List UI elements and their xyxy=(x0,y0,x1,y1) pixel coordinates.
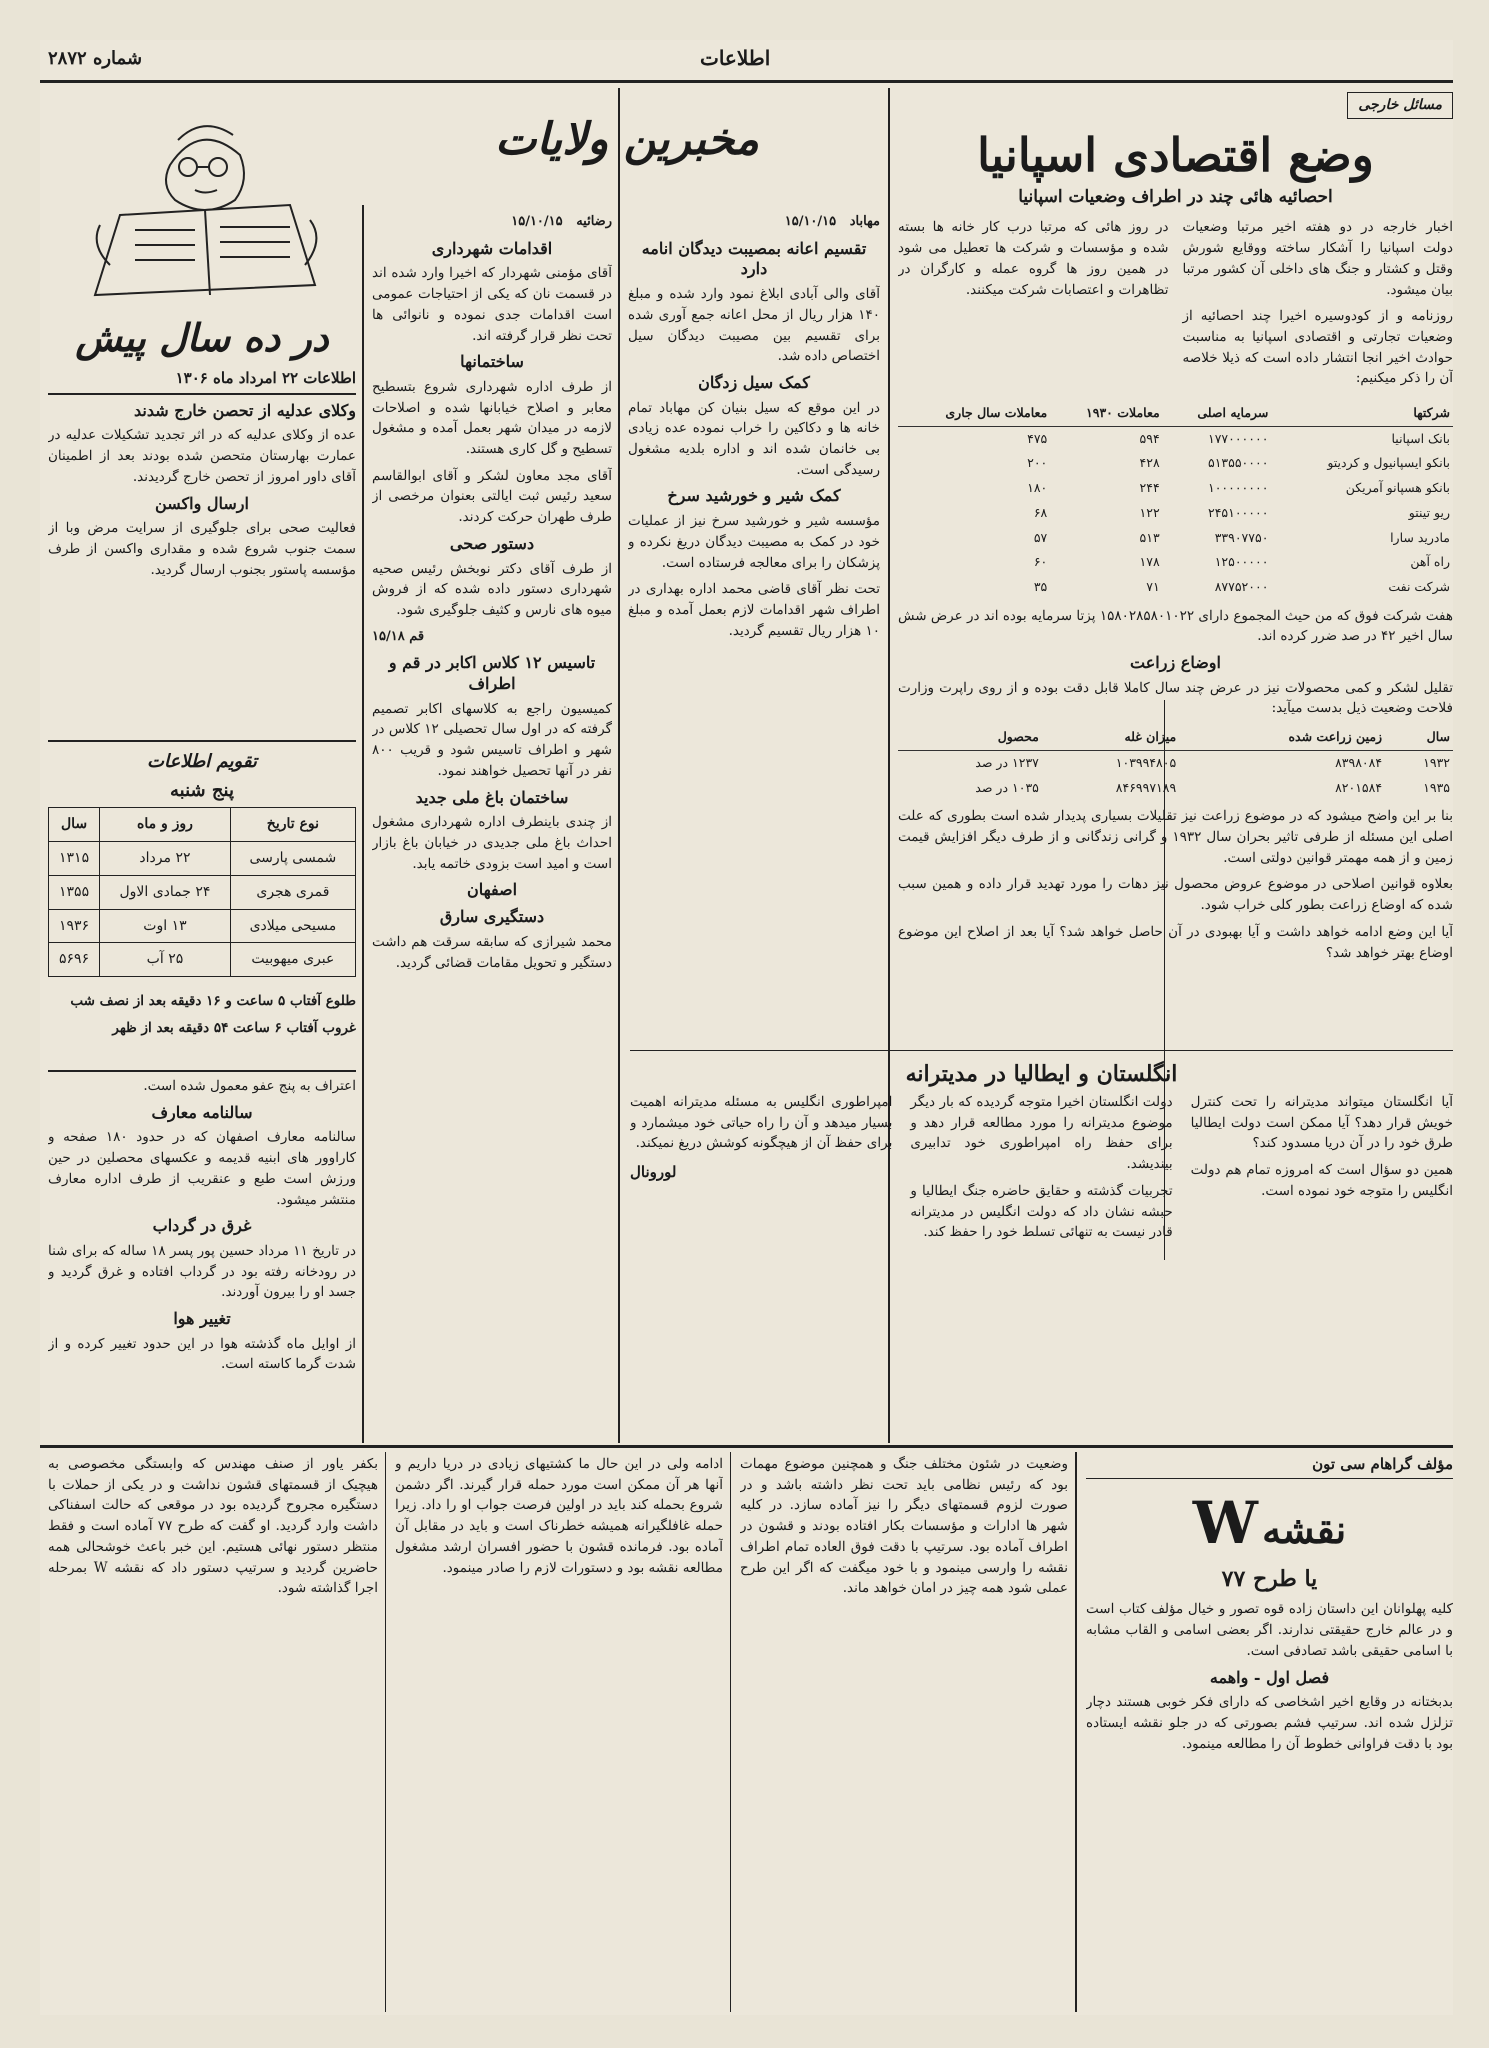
masthead-rule xyxy=(40,80,1453,83)
table-header-cell: محصول xyxy=(898,725,1042,750)
table-row xyxy=(49,842,356,876)
mahabad-date: ۱۵/۱۰/۱۵ xyxy=(784,214,837,229)
ten-years-h1: وکلای عدلیه از تحصن خارج شدند xyxy=(134,400,356,420)
serial-author: مؤلف گراهام سی تون xyxy=(1086,1454,1453,1479)
calendar-title: تقویم اطلاعات xyxy=(147,751,257,772)
table-cell: ۱۷۸ xyxy=(1139,554,1160,570)
qom-date: قم ۱۵/۱۸ xyxy=(372,628,425,644)
mahabad-column xyxy=(628,210,880,1210)
reader-illustration xyxy=(60,95,350,300)
mahabad-city: مهاباد xyxy=(849,214,880,229)
left-news-p2: در تاریخ ۱۱ مرداد حسین پور پسر ۱۸ ساله که برای شنا در رودخانه رفته بود در گرداب افتاده و غرق گردید و جسد او را بیرون آوردند. xyxy=(48,1242,356,1301)
table-row xyxy=(898,776,1453,801)
ten-years-p2: فعالیت صحی برای جلوگیری از سرایت مرض وبا از سمت جنوب شروع شده و مقداری واکسن از طرف مؤسسه پاستور بجنوب ارسال گردید. xyxy=(48,520,356,578)
table-cell: ۱۰۰۰۰۰۰۰۰ xyxy=(1207,480,1269,496)
serial-chapter: فصل اول - واهمه xyxy=(1209,1667,1330,1687)
serial-column-1 xyxy=(740,1454,1068,2012)
column-rule-2 xyxy=(618,88,620,1443)
italy-p1: آیا انگلستان میتواند مدیترانه را تحت کنترل خویش قرار دهد؟ آیا ممکن است دولت ایطالیا طرق خود را در آن دریا مسدود کند؟ xyxy=(1190,1094,1453,1152)
table-cell: بانکو هسپانو آمریکن xyxy=(1345,480,1450,496)
table-row xyxy=(898,550,1453,575)
foreign-p7: آیا این وضع ادامه خواهد داشت و آیا بهبودی در آن حاصل خواهد شد؟ آیا بعد از اصلاح این موضوع اوضاع بهتر خواهد شد؟ xyxy=(898,923,1453,961)
calendar-box xyxy=(48,748,356,1068)
table-cell: ۲۴ جمادی الاول xyxy=(100,875,231,909)
rezaiyeh-city: رضائیه xyxy=(576,214,612,229)
calendar-top-rule xyxy=(48,740,356,742)
companies-table xyxy=(898,401,1453,600)
ten-years-p1: عده از وکلای عدلیه که در اثر تجدید تشکیلات عدلیه در عمارت بهارستان متحصن شده بودند بعد از اطمینان آقای داور امروز از تحصن خارج گردیدند. xyxy=(48,427,356,485)
table-cell: ۲۲ مرداد xyxy=(100,842,231,876)
foreign-p4: هفت شرکت فوق که من حیث المجموع دارای ۱۵۸۰۲۸۵۸۰۱۰۲۲ پزتا سرمایه بوده اند در عرض شش سال اخیر ۴۲ در صد ضرر کرده اند. xyxy=(898,607,1453,645)
italy-p2: دولت انگلستان اخیرا متوجه گردیده که بار دیگر موضوع مدیترانه را مورد مطالعه قرار دهد و برای حفظ راه امپراطوری خود تدابیری بیندیشد. xyxy=(910,1094,1173,1173)
table-cell: ۲۵ آب xyxy=(100,943,231,977)
table-cell: ۱۹۳۲ xyxy=(1423,754,1450,770)
table-cell: بانک اسپانیا xyxy=(1391,430,1450,446)
rezaiyeh-p5: کمیسیون راجع به کلاسهای اکابر تصمیم گرفته که در اول سال تحصیلی ۱۲ کلاس در شهر و اطراف تاسیس شود و قریب ۸۰۰ نفر در آنها تحصیل خواهند نمود. xyxy=(372,700,612,779)
table-row xyxy=(49,909,356,943)
table-cell: ۱۳ اوت xyxy=(100,909,231,943)
table-row xyxy=(898,526,1453,551)
mahabad-p3: مؤسسه شیر و خورشید سرخ نیز از عملیات خود در کمک به مصیبت دیدگان دریغ نکرده و پزشکان را برای معالجه فرستاده است. xyxy=(628,513,880,571)
left-news-column xyxy=(48,1076,356,1440)
serial-rule-1 xyxy=(1075,1452,1077,2012)
table-cell: ۸۲۰۱۵۸۴ xyxy=(1335,779,1383,795)
sunset: غروب آفتاب ۶ ساعت ۵۴ دقیقه بعد از ظهر xyxy=(112,1019,356,1036)
table-header-cell: میزان غله xyxy=(1042,725,1179,750)
rezaiyeh-p7: محمد شیرازی که سابقه سرقت هم داشت دستگیر و تحویل مقامات قضائی گردید. xyxy=(372,933,612,971)
left-news-p0: اعتراف به پنج عفو معمول شده است. xyxy=(143,1078,356,1094)
foreign-p2: روزنامه و از کودوسیره اخیرا چند احصائیه از وضعیات تجارتی و اقتصادی اسپانیا به مناسبت حوادث اخیر انجا انتشار داده است که ذیلا خلاصه آن را ذکر میکنیم: xyxy=(1182,308,1453,387)
table-cell: ۷۱ xyxy=(1146,578,1160,594)
rezaiyeh-p2: از طرف اداره شهرداری شروع بتسطیح معابر و اصلاح خیابانها شده و اصلاحات لازمه در میدان شهر بعمل آمده و مشغول تسطیح و گل کاری هستند. xyxy=(372,378,612,458)
foreign-intro: اخبار خارجه در دو هفته اخیر مرتبا وضعیات دولت اسپانیا را آشکار ساخته ووقایع شورش وقتل و کشتار و جنگ های داخلی آن کشور مرتبا بیان میشود. xyxy=(1182,219,1453,298)
masthead-issue: شماره ۲۸۷۲ xyxy=(48,48,143,69)
table-cell: ۲۴۵۱۰۰۰۰۰ xyxy=(1207,504,1269,520)
table-cell: ۱۲۵۰۰۰۰۰ xyxy=(1214,554,1269,570)
table-cell: ریو تینتو xyxy=(1408,504,1450,520)
table-row xyxy=(898,501,1453,526)
table-row xyxy=(49,943,356,977)
table-cell: ۱۲۳۷ در صد xyxy=(975,754,1039,770)
serial-p1: بدبختانه در وقایع اخیر اشخاصی که دارای فکر خوبی هستند دچار تزلزل شده اند. سرتیپ فشم بصورتی که در جلو نقشه ایستاده بود با دقت فراوانی خطوط آن را مطالعه مینمود. xyxy=(1086,1694,1453,1752)
serial-column-2 xyxy=(395,1454,723,2012)
serial-column-3 xyxy=(48,1454,378,2012)
table-row xyxy=(49,875,356,909)
table-cell: ۲۴۴ xyxy=(1139,480,1160,496)
left-news-h3: تغییر هوا xyxy=(173,1309,231,1329)
table-header-cell: سال xyxy=(49,808,100,842)
rezaiyeh-column xyxy=(372,210,612,1440)
table-header-cell: سال xyxy=(1385,725,1453,750)
table-cell: ۶۸ xyxy=(1033,504,1048,520)
table-cell: ۱۸۰ xyxy=(1027,480,1048,496)
foreign-headline: وضع اقتصادی اسپانیا xyxy=(977,127,1374,182)
table-cell: ۵۱۳ xyxy=(1139,529,1160,545)
table-cell: عبری میهوبیت xyxy=(230,943,355,977)
table-header-cell: زمین زراعت شده xyxy=(1179,725,1385,750)
left-news-p1: سالنامه معارف اصفهان که در حدود ۱۸۰ صفحه و کاراوور های ابنیه قدیمه و عکسهای محصلین در حین ورزش است طبع و عنقریب از طرف اداره معارف منتشر میشود. xyxy=(48,1129,356,1208)
ten-years-source: اطلاعات ۲۲ امرداد ماه ۱۳۰۶ xyxy=(48,368,356,395)
serial-top-rule xyxy=(40,1445,1453,1448)
mahabad-h1: تقسیم اعانه بمصیبت دیدگان انامه دارد xyxy=(641,238,867,279)
table-header-cell: روز و ماه xyxy=(100,808,231,842)
serial-col1-text: وضعیت در شئون مختلف جنگ و همچنین موضوع مهمات بود که رئیس نظامی باید تحت نظر داشته باشد و در صورت لزوم قسمتهای دیگر را نیز آماده سازد. در کلیه شهر ها ادارات و مؤسسات بکار افتاده بودند و قشون در اطراف آماده بود. سرتیپ با دقت فوق العاده تمام اطراف نقشه را وارسی مینمود و با خود میگفت که اگر این طرح عملی شود همه چیز در امان خواهد ماند. xyxy=(740,1456,1068,1597)
table-row xyxy=(898,476,1453,501)
table-cell: راه آهن xyxy=(1410,554,1450,570)
ten-years-title: در ده سال پیش xyxy=(75,315,329,360)
table-row xyxy=(898,451,1453,476)
provinces-title-box xyxy=(372,92,882,202)
rezaiyeh-h4: تاسیس ۱۲ کلاس اکابر در قم و اطراف xyxy=(388,653,596,694)
rezaiyeh-p6: از چندی باینطرف اداره شهرداری مشغول احداث باغ ملی جدیدی در خیابان باغ بازار است و امید است بزودی خاتمه یابد. xyxy=(372,814,612,872)
italy-p5: امپراطوری انگلیس به مسئله مدیترانه اهمیت بسیار میدهد و آن را راه حیاتی خود میشمارد و برای حفظ آن از هیچگونه کوشش دریغ نمیکند. xyxy=(630,1094,893,1152)
ten-years-h2: ارسال واکسن xyxy=(155,493,249,513)
masthead-title: اطلاعات xyxy=(700,46,771,70)
serial-rule-2 xyxy=(730,1452,731,2012)
table-cell: ۵۱۳۵۵۰۰۰۰ xyxy=(1207,455,1269,471)
table-cell: ۳۳۹۰۷۷۵۰ xyxy=(1214,529,1269,545)
rezaiyeh-p4: از طرف آقای دکتر نوبخش رئیس صحیه شهرداری دستور داده شده که از فروش میوه های نارس و کثیف جلوگیری شود. xyxy=(372,560,612,618)
left-news-h2: غرق در گرداب xyxy=(152,1216,252,1236)
table-cell: ۱۷۷۰۰۰۰۰۰ xyxy=(1207,430,1269,446)
rezaiyeh-p1: آقای مؤمنی شهردار که اخیرا وارد شده اند در قسمت نان که یکی از احتیاجات عمومی است اقدامات جدی نموده و نانوائی ها تحت نظر قرار گرفته اند. xyxy=(372,265,612,344)
serial-subtitle: یا طرح ۷۷ xyxy=(1221,1565,1318,1592)
italy-byline: لورونال xyxy=(630,1163,677,1182)
table-cell: ۳۵ xyxy=(1033,578,1048,594)
rezaiyeh-h2: ساختمانها xyxy=(460,352,524,372)
table-cell: ۸۷۷۵۲۰۰۰ xyxy=(1214,578,1269,594)
table-header-cell: نوع تاریخ xyxy=(230,808,355,842)
table-cell: ۱۳۵۵ xyxy=(49,875,100,909)
table-cell: ۸۳۹۸۰۸۴ xyxy=(1335,754,1383,770)
agriculture-table xyxy=(898,725,1453,800)
calendar-day: پنج شنبه xyxy=(170,779,234,801)
table-cell: مسیحی میلادی xyxy=(230,909,355,943)
calendar-table xyxy=(48,807,356,977)
mahabad-p1: آقای والی آبادی ابلاغ نمود وارد شده و مبلغ ۱۴۰ هزار ریال از محل اعانه جمع آوری شده برای تقسیم بین مصیبت دیدگان سیل اختصاص داده شد. xyxy=(628,286,880,365)
rezaiyeh-h5: ساختمان باغ ملی جدید xyxy=(415,787,569,807)
table-cell: ۱۳۱۵ xyxy=(49,842,100,876)
table-header-cell: شرکتها xyxy=(1271,401,1453,426)
table-cell: ۱۲۲ xyxy=(1139,504,1160,520)
foreign-p6: بعلاوه قوانین اصلاحی در موضوع عروض محصول نیز دهات را مورد تهدید قرار داده و همین سبب شده که اوضاع زراعت بطور کلی خراب شود. xyxy=(898,876,1453,914)
provinces-title: مخبرین ولایات xyxy=(495,114,759,165)
table-header-cell: معاملات ۱۹۳۰ xyxy=(1050,401,1162,426)
table-cell: شرکت نفت xyxy=(1388,578,1450,594)
left-news-p3: از اوایل ماه گذشته هوا در این حدود تغییر کرده و از شدت گرما کاسته است. xyxy=(48,1335,356,1373)
serial-col3-text: بکفر یاور از صنف مهندس که وابستگی مخصوصی به هیچیک از قسمتهای قشون نداشت و در یکی از حملات با دستگیره مجروح گردیده بود در موقعی که حالت اسفناکی داشت وارد گردید. او گفت که طرح ۷۷ آماده است و فقط منتظر دستور نهائی هستیم. این خبر باعث خوشحالی همه حاضرین گردید و سرتیپ دستور داد که نقشه W بمرحله اجرا گذاشته شود. xyxy=(48,1456,378,1597)
italy-headline: انگلستان و ایطالیا در مدیترانه xyxy=(905,1061,1178,1087)
agriculture-intro: تقلیل لشکر و کمی محصولات نیز در عرض چند سال کاملا قابل دقت بوده و از روی راپرت وزارت فلاحت وضعیت ذیل بدست میآید: xyxy=(898,679,1453,717)
serial-title-word: نقشه xyxy=(1262,1506,1347,1552)
table-cell: بانکو ایسپانیول و کردیتو xyxy=(1327,455,1450,471)
section-label: مسائل خارجی xyxy=(1347,92,1453,119)
table-cell: ۱۰۳۹۹۴۸۰۵ xyxy=(1115,754,1177,770)
isfahan-city: اصفهان xyxy=(466,880,518,900)
serial-head-column xyxy=(1086,1454,1453,2012)
table-cell: ۴۲۸ xyxy=(1139,455,1160,471)
mahabad-p2: در این موقع که سیل بنیان کن مهاباد تمام خانه ها و دکاکین را خراب نموده عده زیادی بی خانمان شده اند و اداره بلدیه مشغول رسیدگی است. xyxy=(628,399,880,478)
foreign-subhead: احصائیه هائی چند در اطراف وضعیات اسپانیا xyxy=(1018,186,1333,207)
rezaiyeh-date: ۱۵/۱۰/۱۵ xyxy=(511,214,563,229)
rezaiyeh-p3: آقای مجد معاون لشکر و آقای ابوالقاسم سعید رئیس ثبت ایالتی بعنوان مرخصی از طرف طهران حرکت کردند. xyxy=(372,467,612,526)
table-cell: ۵۹۴ xyxy=(1139,430,1160,446)
mahabad-h2: کمک سیل زدگان xyxy=(698,372,810,392)
table-row xyxy=(898,575,1453,600)
table-cell: شمسی پارسی xyxy=(230,842,355,876)
calendar-bottom-rule xyxy=(48,1070,356,1072)
italy-p3: تجربیات گذشته و حقایق حاضره جنگ ایطالیا و حبشه نشان داد که دولت انگلیس در مدیترانه قادر نیست به تنهائی تسلط خود را حفظ کند. xyxy=(910,1182,1173,1241)
table-row xyxy=(898,750,1453,775)
mahabad-h3: کمک شیر و خورشید سرخ xyxy=(667,486,841,506)
italy-p4: همین دو سؤال است که امروزه تمام هم دولت انگلیس را متوجه خود نموده است. xyxy=(1190,1162,1453,1199)
foreign-p5: بنا بر این واضح میشود که در موضوع زراعت نیز تقلیلات بسیاری پدیدار شده است بطوری که علت اصلی این مسئله از طرفی تاثیر بحران سال ۱۹۳۲ و گرانی زندگانی و از طرف دیگر افزایش قیمت زمین و از همه مهمتر قوانین دولتی است. xyxy=(898,808,1453,866)
table-header-cell: سرمایه اصلی xyxy=(1163,401,1272,426)
serial-rule-3 xyxy=(385,1452,386,2012)
rezaiyeh-h1: اقدامات شهرداری xyxy=(431,238,553,258)
table-cell: قمری هجری xyxy=(230,875,355,909)
table-cell: ۸۴۶۹۹۷۱۸۹ xyxy=(1115,779,1177,795)
rezaiyeh-h6: دستگیری سارق xyxy=(439,907,545,927)
table-cell: ۱۰۳۵ در صد xyxy=(975,779,1039,795)
foreign-p3: در روز هائی که مرتبا درب کار خانه ها بسته شده و مؤسسات و شرکت ها تعطیل می شود در همین روز ها گروه عمله و کارگران در تظاهرات و اعتصابات شرکت میکنند. xyxy=(898,219,1169,298)
table-cell: ۵۷ xyxy=(1033,529,1048,545)
serial-col2-text: ادامه ولی در این حال ما کشتیهای زیادی در دریا داریم و آنها هر آن ممکن است مورد حمله قرار گیرند. اگر دشمن شروع بحمله کند باید در اولین فرصت جواب او را داد. زیرا حمله غافلگیرانه همیشه خطرناک است و باید در مقابل آن آماده بود. فرمانده قشون با حضور افسران ارشد مشغول مطالعه نقشه بود و دستورات لازم را صادر مینمود. xyxy=(395,1456,723,1576)
rezaiyeh-h3: دستور صحی xyxy=(449,533,535,553)
table-header-cell: معاملات سال جاری xyxy=(898,401,1050,426)
table-cell: ۱۹۳۶ xyxy=(49,909,100,943)
sunrise: طلوع آفتاب ۵ ساعت و ۱۶ دقیقه بعد از نصف شب xyxy=(70,992,356,1009)
table-cell: ۵۶۹۶ xyxy=(49,943,100,977)
table-cell: ۶۰ xyxy=(1033,554,1048,570)
serial-intro: کلیه پهلوانان این داستان زاده قوه تصور و خیال مؤلف کتاب است و در عالم خارج حقیقتی ندارند. اگر بعضی اسامی و القاب مشابه با اسامی حقیقی باشد تصادفی است. xyxy=(1086,1601,1453,1659)
table-row xyxy=(898,426,1453,451)
ten-years-column xyxy=(48,310,356,740)
table-cell: ۲۰۰ xyxy=(1027,455,1048,471)
agriculture-title: اوضاع زراعت xyxy=(1130,653,1221,673)
left-news-h1: سالنامه معارف xyxy=(151,1102,253,1122)
table-cell: ۱۹۳۵ xyxy=(1423,779,1450,795)
table-cell: ۴۷۵ xyxy=(1027,430,1048,446)
table-cell: مادرید سارا xyxy=(1390,529,1450,545)
newspaper-page xyxy=(40,40,1453,2015)
column-rule-3 xyxy=(362,205,364,1443)
serial-title-letter: W xyxy=(1192,1488,1258,1557)
mahabad-p4: تحت نظر آقای قاضی محمد اداره بهداری در اطراف شهر اقدامات لازم بعمل آمده و مبلغ ۱۰ هزار ریال تقسیم گردید. xyxy=(628,581,880,639)
